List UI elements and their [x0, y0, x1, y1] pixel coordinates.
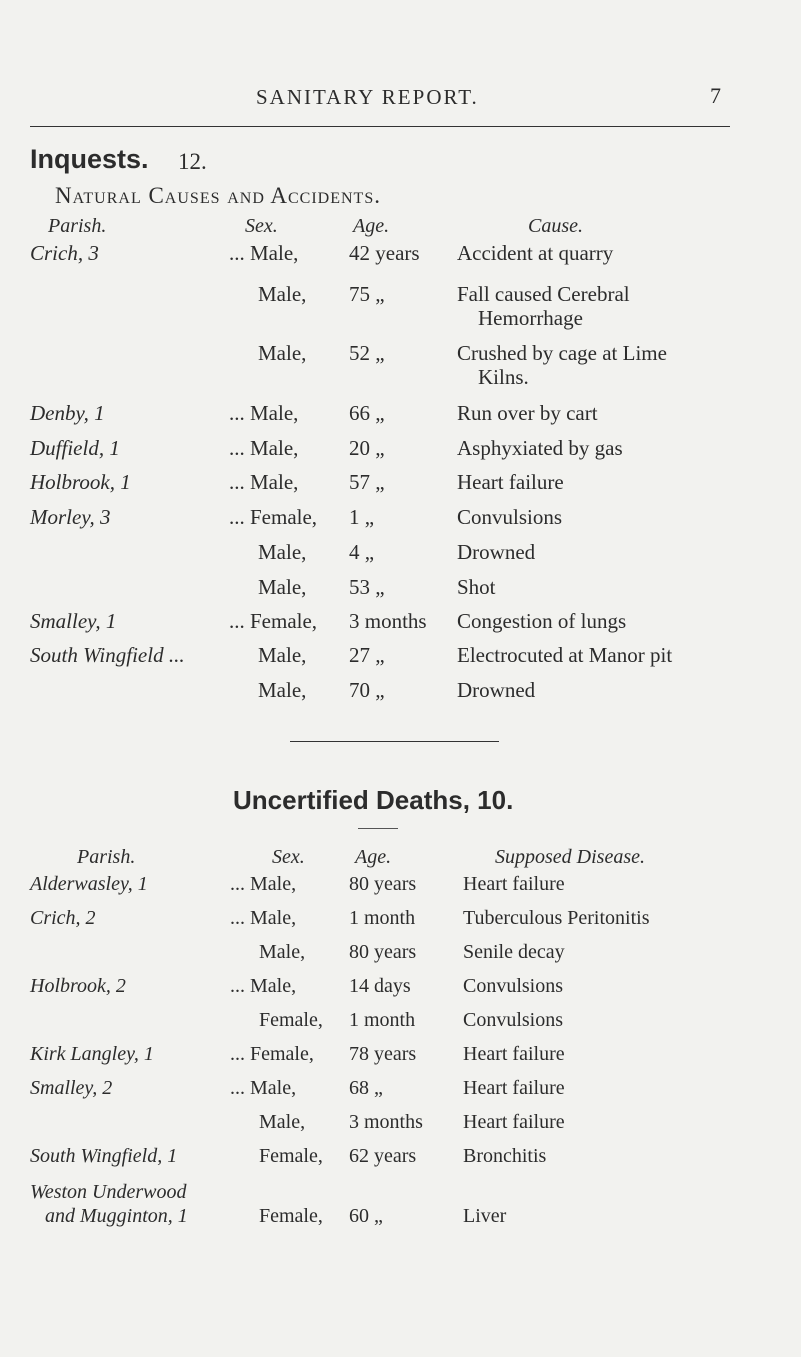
table-row-sex: Female,	[259, 1205, 323, 1227]
running-header-title: SANITARY REPORT.	[256, 85, 479, 109]
col-header-parish: Parish.	[77, 846, 136, 868]
table-row-sex: ... Male,	[229, 401, 299, 425]
table-row-cause: Convulsions	[457, 505, 563, 529]
table-row-age: 60 „	[349, 1205, 383, 1227]
table-row-age: 3 months	[349, 609, 427, 633]
table-row-age: 57 „	[349, 470, 385, 494]
table-row-parish: Weston Underwood	[30, 1181, 187, 1203]
table-row-disease: Senile decay	[463, 941, 565, 963]
table-row-sex: ... Female,	[229, 505, 318, 529]
table-row-parish: Morley, 3	[30, 505, 111, 529]
page-number: 7	[710, 83, 721, 108]
table-row-sex: Male,	[259, 941, 306, 963]
table-row-cause: Drowned	[457, 678, 536, 702]
table-row-age: 78 years	[349, 1043, 417, 1065]
table-row-disease: Heart failure	[463, 1111, 565, 1133]
table-row-parish: Holbrook, 1	[30, 470, 131, 494]
table-row-age: 4 „	[349, 540, 375, 564]
section-divider	[290, 741, 499, 742]
table-row-parish: Alderwasley, 1	[30, 873, 148, 895]
table-row-cause: Accident at quarry	[457, 241, 614, 265]
table-row-age: 14 days	[349, 975, 411, 997]
table-row-cause: Crushed by cage at Lime	[457, 341, 667, 365]
table-row-sex: ... Male,	[230, 907, 297, 929]
table-row-age: 20 „	[349, 436, 385, 460]
table-row-age: 52 „	[349, 341, 385, 365]
table-row-age: 66 „	[349, 401, 385, 425]
table-row-sex: Female,	[259, 1009, 323, 1031]
table-row-cause: Drowned	[457, 540, 536, 564]
table-row-disease: Convulsions	[463, 1009, 564, 1031]
table-row-cause: Fall caused Cerebral	[457, 282, 630, 306]
table-row-age: 1 month	[349, 1009, 416, 1031]
table-row-parish: South Wingfield ...	[30, 643, 185, 667]
header-rule	[30, 126, 730, 127]
table-row-disease: Liver	[463, 1205, 507, 1227]
table-row-sex: ... Male,	[230, 1077, 297, 1099]
table-row-disease: Bronchitis	[463, 1145, 547, 1167]
col-header-sex: Sex.	[272, 846, 305, 868]
table-row-age: 42 years	[349, 241, 420, 265]
table-row-age: 53 „	[349, 575, 385, 599]
table-row-cause: Asphyxiated by gas	[457, 436, 623, 460]
table-row-parish: Crich, 3	[30, 241, 99, 265]
table-row-parish: Crich, 2	[30, 907, 96, 929]
table-row-sex: Male,	[258, 540, 307, 564]
table-row-cause: Run over by cart	[457, 401, 598, 425]
table-row-cause: Shot	[457, 575, 496, 599]
table-row-sex: ... Male,	[229, 436, 299, 460]
table-row-cause: Electrocuted at Manor pit	[457, 643, 673, 667]
col-header-age: Age.	[355, 846, 392, 868]
uncertified-title: Uncertified Deaths, 10.	[233, 785, 514, 815]
col-header-parish: Parish.	[48, 215, 107, 237]
table-row-age: 1 „	[349, 505, 375, 529]
table-row-parish: South Wingfield, 1	[30, 1145, 178, 1167]
table-row-disease: Convulsions	[463, 975, 564, 997]
title-underline	[358, 828, 398, 829]
table-row-cause: Congestion of lungs	[457, 609, 627, 633]
table-row-age: 80 years	[349, 941, 417, 963]
table-row-sex: Male,	[258, 282, 307, 306]
table-row-parish: Kirk Langley, 1	[30, 1043, 154, 1065]
table-row-sex: Male,	[258, 678, 307, 702]
table-row-cause: Heart failure	[457, 470, 564, 494]
inquests-subtitle: Natural Causes and Accidents.	[55, 183, 381, 208]
table-row-parish: Holbrook, 2	[30, 975, 126, 997]
table-row-parish-continued: and Mugginton, 1	[45, 1205, 188, 1227]
table-row-disease: Heart failure	[463, 873, 565, 895]
table-row-age: 1 month	[349, 907, 416, 929]
table-row-sex: ... Male,	[229, 241, 299, 265]
table-row-age: 3 months	[349, 1111, 423, 1133]
col-header-cause: Cause.	[528, 215, 583, 237]
table-row-sex: Male,	[259, 1111, 306, 1133]
table-row-parish: Smalley, 2	[30, 1077, 113, 1099]
table-row-disease: Heart failure	[463, 1077, 565, 1099]
table-row-sex: Male,	[258, 341, 307, 365]
table-row-cause-continued: Kilns.	[478, 365, 529, 389]
table-row-age: 27 „	[349, 643, 385, 667]
table-row-disease: Tuberculous Peritonitis	[463, 907, 650, 929]
table-row-sex: ... Male,	[230, 975, 297, 997]
table-row-age: 70 „	[349, 678, 385, 702]
table-row-sex: ... Male,	[230, 873, 297, 895]
table-row-age: 62 years	[349, 1145, 417, 1167]
table-row-sex: Male,	[258, 643, 307, 667]
table-row-age: 68 „	[349, 1077, 383, 1099]
table-row-parish: Duffield, 1	[30, 436, 120, 460]
table-row-parish: Smalley, 1	[30, 609, 117, 633]
table-row-sex: ... Female,	[230, 1043, 314, 1065]
table-row-sex: ... Male,	[229, 470, 299, 494]
table-row-parish: Denby, 1	[30, 401, 105, 425]
table-row-disease: Heart failure	[463, 1043, 565, 1065]
table-row-sex: Female,	[259, 1145, 323, 1167]
table-row-cause-continued: Hemorrhage	[478, 306, 583, 330]
col-header-age: Age.	[353, 215, 390, 237]
table-row-age: 80 years	[349, 873, 417, 895]
col-header-sex: Sex.	[245, 215, 278, 237]
inquests-title: Inquests.	[30, 144, 149, 174]
inquests-count: 12.	[178, 149, 207, 174]
table-row-age: 75 „	[349, 282, 385, 306]
table-row-sex: ... Female,	[229, 609, 318, 633]
col-header-supposed-disease: Supposed Disease.	[495, 846, 645, 868]
table-row-sex: Male,	[258, 575, 307, 599]
